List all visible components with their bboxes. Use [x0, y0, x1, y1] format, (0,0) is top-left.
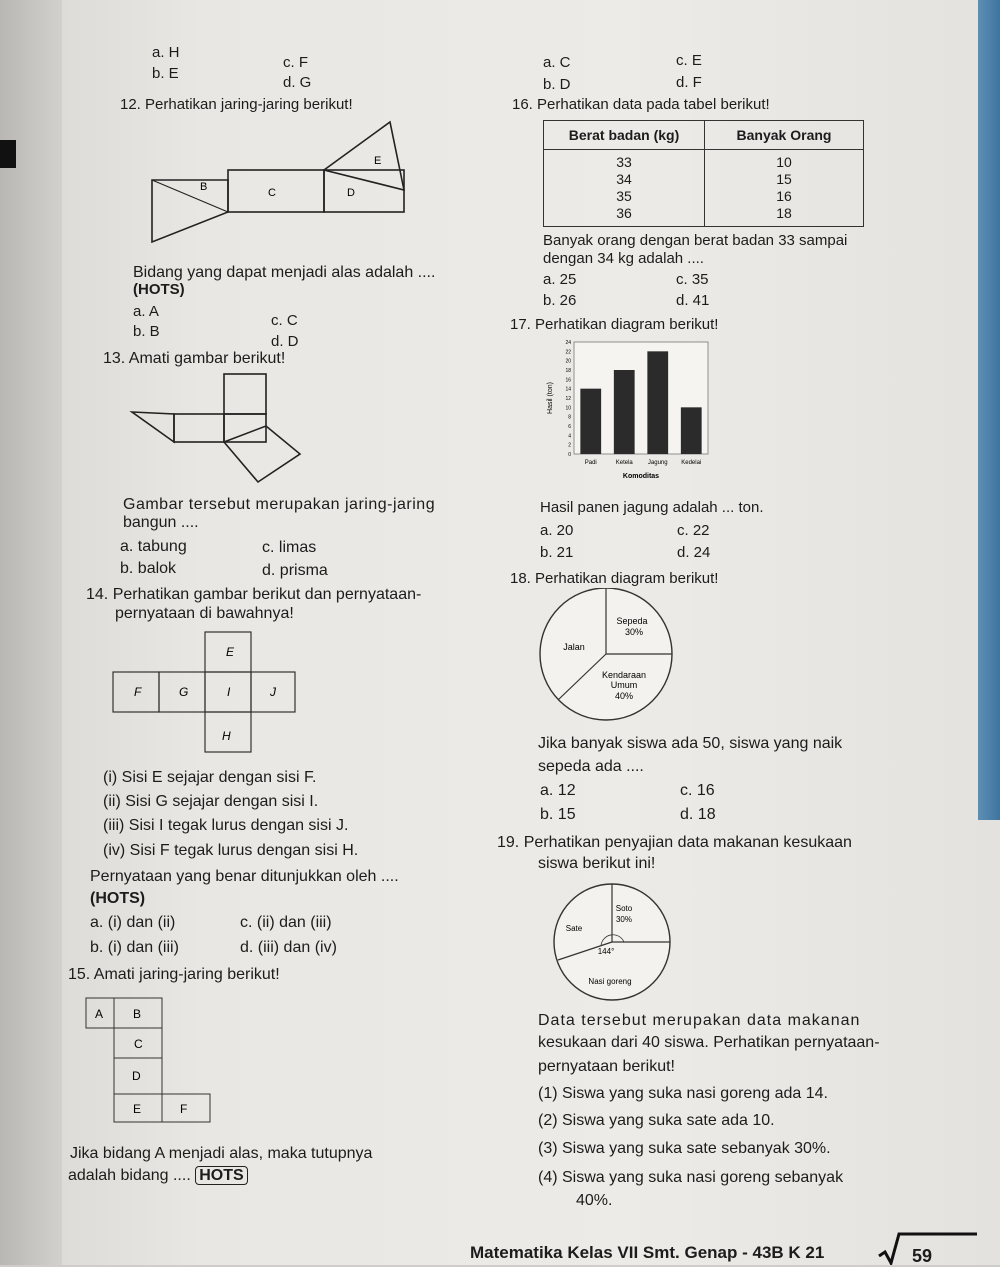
- q18-label-sepeda: Sepeda: [616, 616, 648, 626]
- footer-text: Matematika Kelas VII Smt. Genap - 43B K 21: [470, 1243, 825, 1262]
- q19-title-2: siswa berikut ini!: [538, 855, 656, 872]
- q16-question-line2: dengan 34 kg adalah ....: [543, 250, 704, 267]
- q15-net-label-f: F: [180, 1102, 188, 1116]
- top-left-opt-d: d. G: [283, 74, 312, 91]
- q19-text-line1: Data tersebut merupakan data makanan: [538, 1012, 861, 1029]
- q18-question-line2: sepeda ada ....: [538, 758, 644, 775]
- q14-net-label-f: F: [134, 685, 142, 699]
- q15-question-line1: Jika bidang A menjadi alas, maka tutupnya: [70, 1145, 373, 1162]
- q17-x-tick-label: Ketela: [615, 460, 633, 466]
- q12-opt-d: d. D: [271, 333, 299, 350]
- q18-opt-d: d. 18: [680, 806, 716, 823]
- background-blue-edge: [978, 0, 1000, 820]
- q15-net-label-b: B: [133, 1007, 142, 1021]
- q15-net-figure: [84, 996, 214, 1128]
- q12-net-label-d: D: [347, 187, 355, 199]
- q17-y-tick-label: 12: [565, 396, 571, 402]
- q17-y-tick-label: 22: [565, 349, 571, 356]
- q17-y-tick-label: 18: [565, 368, 571, 374]
- q16-table-header-row: [544, 121, 864, 150]
- page-edge-mark: [0, 140, 16, 168]
- q18-label-kendaraan: Kendaraan: [601, 670, 647, 680]
- top-right-opt-b: b. D: [543, 76, 571, 93]
- q13-title: 13. Amati gambar berikut!: [103, 350, 286, 367]
- q16-cell: 35: [616, 188, 632, 204]
- q16-opt-c: c. 35: [676, 271, 709, 288]
- q19-statement-1: (1) Siswa yang suka nasi goreng ada 14.: [538, 1085, 828, 1102]
- q17-bar-kedelai: [681, 407, 702, 454]
- q15-question-line2: [68, 1167, 248, 1185]
- q14-statement-3: (iii) Sisi I tegak lurus dengan sisi J.: [103, 817, 349, 834]
- q17-bar-padi: [580, 389, 601, 454]
- q19-label-soto: Soto: [615, 904, 633, 913]
- q16-header-berat: Berat badan (kg): [544, 121, 705, 150]
- q17-x-tick-label: Padi: [584, 460, 597, 466]
- q19-statement-3: (3) Siswa yang suka sate sebanyak 30%.: [538, 1140, 831, 1157]
- q14-statement-1: (i) Sisi E sejajar dengan sisi F.: [103, 769, 317, 786]
- top-right-opt-d: d. F: [676, 74, 702, 91]
- q19-text-line3: pernyataan berikut!: [538, 1058, 675, 1075]
- q16-opt-d: d. 41: [676, 292, 710, 309]
- q17-y-tick-label: 16: [565, 377, 571, 384]
- q12-net-label-e: E: [374, 155, 382, 167]
- q14-net-label-j: J: [270, 685, 276, 699]
- q17-question: Hasil panen jagung adalah ... ton.: [540, 499, 764, 516]
- q19-text-line2: kesukaan dari 40 siswa. Perhatikan pernyataan-: [538, 1034, 880, 1051]
- q16-opt-a: a. 25: [543, 271, 577, 288]
- q17-y-tick-label: 10: [565, 405, 571, 412]
- q12-net-figure: [140, 120, 420, 250]
- q14-opt-a: a. (i) dan (ii): [90, 914, 176, 931]
- q19-pie-chart: [552, 876, 702, 1006]
- q18-label-umum-pct: 40%: [614, 691, 634, 701]
- q17-opt-c: c. 22: [677, 522, 710, 539]
- q17-y-tick-label: 6: [568, 424, 571, 430]
- q16-cell: 18: [776, 205, 792, 221]
- top-right-opt-c: c. E: [676, 52, 702, 69]
- top-right-opt-a: a. C: [543, 54, 571, 71]
- q14-net-label-i: I: [227, 685, 231, 699]
- q18-opt-b: b. 15: [540, 806, 576, 823]
- q16-header-banyak: Banyak Orang: [705, 121, 864, 150]
- q17-opt-d: d. 24: [677, 544, 711, 561]
- q17-y-tick-label: 2: [568, 442, 571, 449]
- q14-net-figure: [110, 628, 300, 758]
- q14-opt-c: c. (ii) dan (iii): [240, 914, 332, 931]
- q17-x-axis-label: Komoditas: [622, 473, 660, 480]
- q16-cell: 34: [616, 171, 632, 187]
- q19-label-sate: Sate: [565, 924, 583, 933]
- q16-title: 16. Perhatikan data pada tabel berikut!: [512, 96, 770, 113]
- q16-cell: 36: [616, 205, 632, 221]
- q19-label-angle: 144°: [597, 947, 615, 956]
- q13-question-line2: bangun ....: [123, 514, 199, 531]
- q12-title: 12. Perhatikan jaring-jaring berikut!: [120, 96, 353, 113]
- q13-opt-b: b. balok: [120, 560, 177, 577]
- q18-label-sepeda-pct: 30%: [624, 627, 644, 637]
- q12-hots: (HOTS): [133, 281, 185, 298]
- q15-net-label-e: E: [133, 1102, 142, 1116]
- q19-statement-4: (4) Siswa yang suka nasi goreng sebanyak: [538, 1169, 844, 1186]
- q16-cell: 33: [616, 154, 632, 170]
- top-left-opt-a: a. H: [152, 44, 180, 61]
- q16-table-body: [544, 150, 864, 227]
- q12-opt-b: b. B: [133, 323, 160, 340]
- q18-pie-chart: [536, 588, 686, 724]
- q17-opt-b: b. 21: [540, 544, 574, 561]
- q17-bar-ketela: [614, 370, 635, 454]
- q14-statement-2: (ii) Sisi G sejajar dengan sisi I.: [103, 793, 319, 810]
- q17-y-tick-label: 8: [568, 414, 571, 421]
- q13-net-figure: [128, 370, 308, 490]
- top-left-opt-b: b. E: [152, 65, 179, 82]
- q17-y-tick-label: 4: [568, 433, 571, 440]
- q13-question-line1: Gambar tersebut merupakan jaring-jaring: [123, 496, 436, 513]
- q14-net-label-e: E: [226, 645, 235, 659]
- q15-hots-badge: HOTS: [195, 1166, 247, 1185]
- q13-opt-c: c. limas: [262, 539, 317, 556]
- q19-title: 19. Perhatikan penyajian data makanan kesukaan: [497, 834, 852, 851]
- q18-title: 18. Perhatikan diagram berikut!: [510, 570, 719, 587]
- q16-cell: 16: [776, 188, 792, 204]
- q16-cell: 10: [776, 154, 792, 170]
- q15-title: 15. Amati jaring-jaring berikut!: [68, 966, 280, 983]
- q17-y-tick-label: 20: [565, 358, 571, 365]
- q14-opt-b: b. (i) dan (iii): [90, 939, 179, 956]
- q17-y-axis-label: Hasil (ton): [547, 382, 554, 414]
- q16-table: [543, 120, 864, 227]
- q19-label-nasi-goreng: Nasi goreng: [588, 977, 632, 986]
- q18-label-umum: Umum: [610, 680, 638, 690]
- q18-label-jalan: Jalan: [563, 642, 585, 652]
- q19-statement-4b: 40%.: [576, 1192, 613, 1209]
- q13-opt-a: a. tabung: [120, 538, 187, 555]
- q14-title: 14. Perhatikan gambar berikut dan pernyataan-: [86, 586, 422, 603]
- q19-statement-2: (2) Siswa yang suka sate ada 10.: [538, 1112, 775, 1129]
- q13-opt-d: d. prisma: [262, 562, 328, 579]
- q14-net-label-h: H: [222, 729, 231, 743]
- q12-opt-c: c. C: [271, 312, 298, 329]
- q17-bar-jagung: [647, 351, 668, 454]
- q15-question-text: adalah bidang ....: [68, 1167, 191, 1184]
- q14-question: Pernyataan yang benar ditunjukkan oleh ....: [90, 868, 399, 885]
- q14-net-label-g: G: [179, 685, 189, 699]
- q12-net-label-b: B: [200, 181, 208, 193]
- q18-question-line1: Jika banyak siswa ada 50, siswa yang naik: [538, 735, 843, 752]
- q15-net-label-c: C: [134, 1037, 143, 1051]
- q17-y-tick-label: 0: [568, 452, 571, 458]
- q14-statement-4: (iv) Sisi F tegak lurus dengan sisi H.: [103, 842, 359, 859]
- book-spine: [0, 0, 62, 1265]
- q17-bar-chart: [538, 336, 718, 482]
- q17-y-tick-label: 14: [565, 386, 571, 393]
- q12-opt-a: a. A: [133, 303, 159, 320]
- q17-opt-a: a. 20: [540, 522, 574, 539]
- q19-label-soto-pct: 30%: [615, 915, 633, 924]
- q16-opt-b: b. 26: [543, 292, 577, 309]
- q16-question-line1: Banyak orang dengan berat badan 33 sampai: [543, 232, 848, 249]
- q17-x-tick-label: Kedelai: [681, 460, 702, 466]
- page-number: 59: [912, 1246, 933, 1266]
- q14-opt-d: d. (iii) dan (iv): [240, 939, 337, 956]
- q18-opt-c: c. 16: [680, 782, 715, 799]
- q14-hots: (HOTS): [90, 890, 146, 907]
- q17-x-tick-label: Jagung: [647, 460, 668, 466]
- q12-question: Bidang yang dapat menjadi alas adalah ....: [133, 264, 436, 281]
- q15-net-label-a: A: [95, 1007, 104, 1021]
- q18-opt-a: a. 12: [540, 782, 576, 799]
- q17-y-tick-label: 24: [565, 340, 571, 346]
- q16-cell: 15: [776, 171, 792, 187]
- q12-net-label-c: C: [268, 187, 276, 199]
- top-left-opt-c: c. F: [283, 54, 308, 71]
- q14-title-2: pernyataan di bawahnya!: [115, 605, 294, 622]
- q17-title: 17. Perhatikan diagram berikut!: [510, 316, 719, 333]
- q15-net-label-d: D: [132, 1069, 141, 1083]
